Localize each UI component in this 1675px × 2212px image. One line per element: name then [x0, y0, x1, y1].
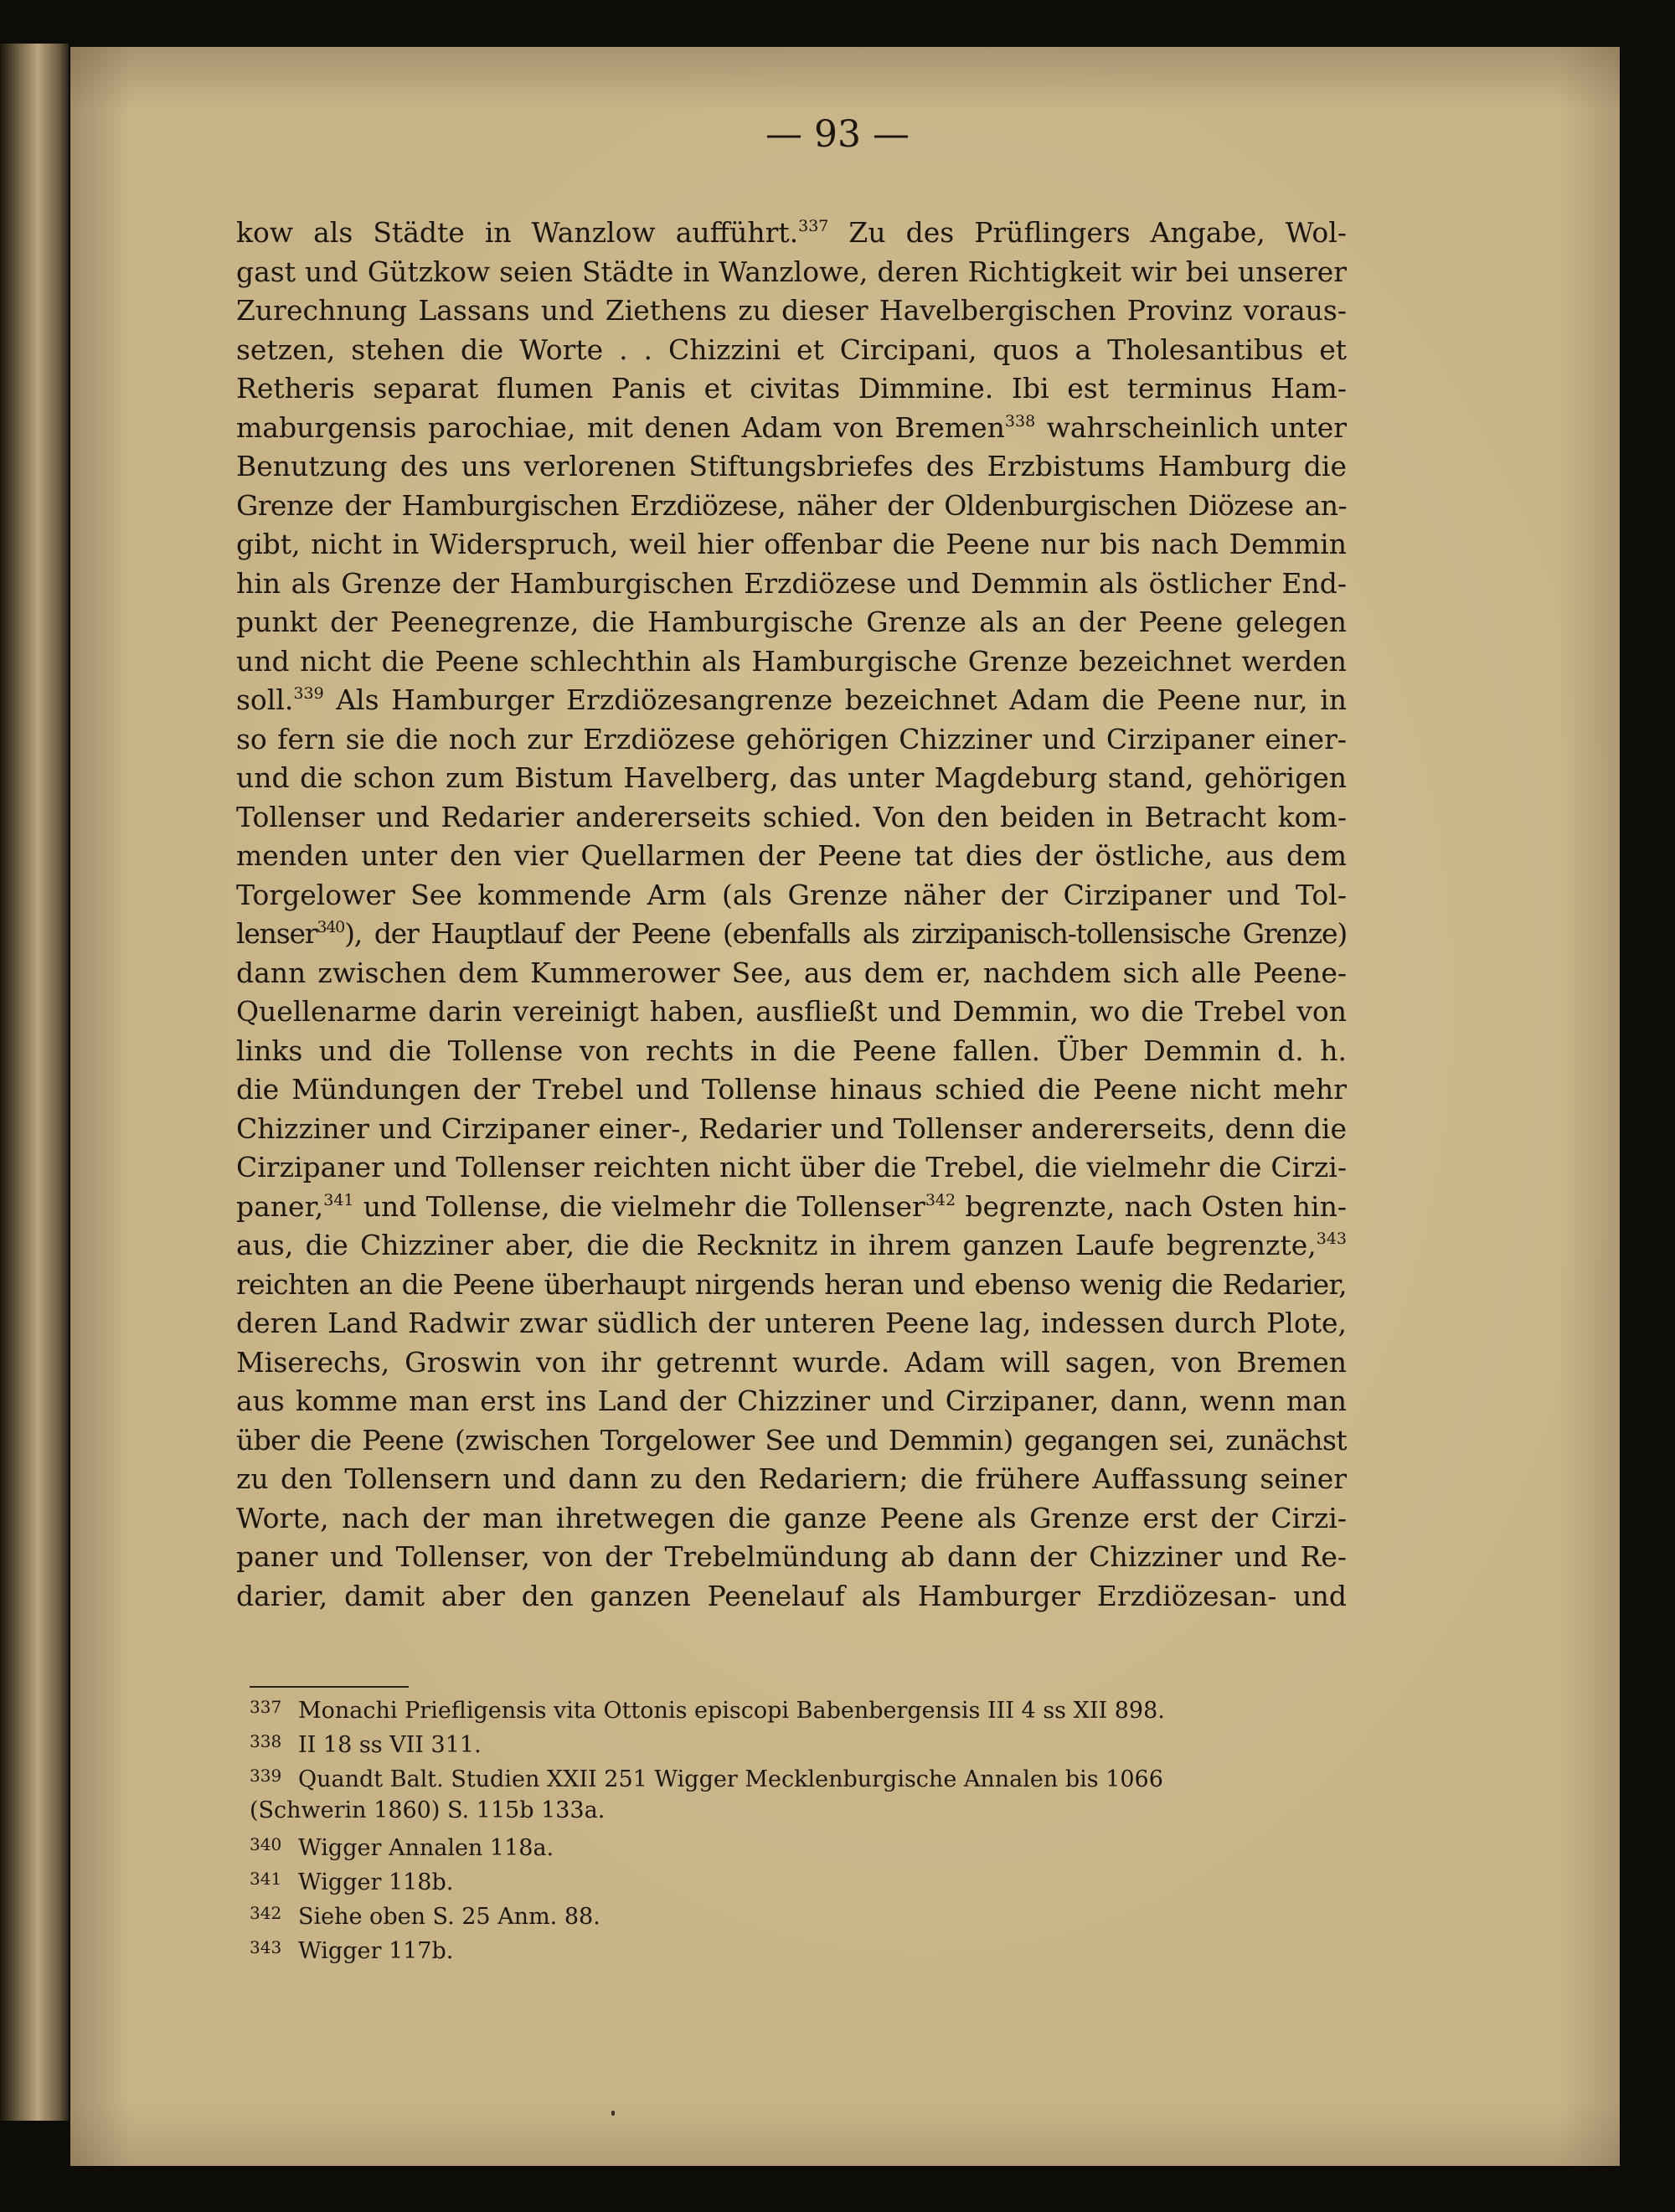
- text-line: Tollenser und Redarier andererseits schied. Von den beiden in Betracht kom-: [236, 800, 1347, 833]
- footnote: [250, 1725, 1363, 1759]
- footnote-number: 340: [250, 1834, 282, 1854]
- book-binding-edge: [0, 44, 69, 2121]
- text-line: aus, die Chizziner aber, die die Recknitz in ihrem ganzen Laufe begrenzte,$^{343}$: [236, 1229, 1347, 1261]
- footnote-number: 339: [250, 1766, 282, 1786]
- text-line: Benutzung des uns verlorenen Stiftungsbriefes des Erzbistums Hamburg die: [236, 450, 1347, 482]
- text-line: deren Land Radwir zwar südlich der unteren Peene lag, indessen durch Plote,: [236, 1307, 1347, 1339]
- footnote: [250, 1931, 1363, 1965]
- text-line: punkt der Peenegrenze, die Hamburgische Grenze als an der Peene gelegen: [236, 606, 1347, 638]
- text-line: gibt, nicht in Widerspruch, weil hier offenbar die Peene nur bis nach Demmin: [236, 528, 1347, 560]
- text-line: Cirzipaner und Tollenser reichten nicht über die Trebel, die vielmehr die Cirzi-: [236, 1151, 1347, 1183]
- footnote-text: Quandt Balt. Studien XXII 251 Wigger Mecklenburgische Annalen bis 1066: [298, 1766, 1163, 1792]
- footnote-number: 342: [250, 1903, 282, 1923]
- footnote: [250, 1896, 1363, 1931]
- text-line: Grenze der Hamburgischen Erzdiözese, näher der Oldenburgischen Diözese an-: [236, 488, 1347, 522]
- text-line: Retheris separat flumen Panis et civitas Dimmine. Ibi est terminus Ham-: [236, 372, 1347, 405]
- text-line: Worte, nach der man ihretwegen die ganze Peene als Grenze erst der Cirzi-: [236, 1501, 1347, 1534]
- footnote-number: 338: [250, 1731, 282, 1751]
- text-line: Torgelower See kommende Arm (als Grenze näher der Cirzipaner und Tol-: [236, 878, 1347, 911]
- footnote-text: Wigger 118b.: [298, 1869, 454, 1895]
- text-line: kow als Städte in Wanzlow aufführt.$^{337}$ Zu des Prüflingers Angabe, Wol-: [236, 216, 1347, 249]
- footnote-continuation: [250, 1793, 1363, 1828]
- footnote-separator: [250, 1686, 409, 1688]
- footnote-ref: 343: [1316, 1230, 1347, 1248]
- text-line: Zurechnung Lassans und Ziethens zu dieser Havelbergischen Provinz voraus-: [236, 294, 1347, 327]
- text-line: soll.$^{339}$ Als Hamburger Erzdiözesangrenze bezeichnet Adam die Peene nur, in: [236, 683, 1347, 716]
- footnote-ref: 340: [317, 918, 345, 936]
- text-line: darier, damit aber den ganzen Peenelauf als Hamburger Erzdiözesan- und: [236, 1579, 1347, 1612]
- page-number: — 93 —: [765, 113, 910, 156]
- text-line: links und die Tollense von rechts in die Peene fallen. Über Demmin d. h.: [236, 1034, 1347, 1067]
- text-line: über die Peene (zwischen Torgelower See und Demmin) gegangen sei, zunächst: [236, 1423, 1347, 1457]
- footnote: [250, 1690, 1363, 1725]
- text-line: maburgensis parochiae, mit denen Adam von Bremen$^{338}$ wahrscheinlich unter: [236, 410, 1347, 444]
- text-line: gast und Gützkow seien Städte in Wanzlowe, deren Richtigkeit wir bei unserer: [236, 255, 1347, 288]
- footnote-ref: 341: [323, 1190, 354, 1209]
- footnote-ref: 338: [1004, 411, 1036, 431]
- text-line: aus komme man erst ins Land der Chizziner und Cirzipaner, dann, wenn man: [236, 1384, 1347, 1417]
- footnote-ref: 342: [925, 1190, 956, 1209]
- text-line: menden unter den vier Quellarmen der Peene tat dies der östliche, aus dem: [236, 839, 1347, 872]
- body-text: [236, 214, 1347, 1616]
- text-line: hin als Grenze der Hamburgischen Erzdiözese und Demmin als östlicher End-: [236, 566, 1347, 600]
- text-line: und die schon zum Bistum Havelberg, das unter Magdeburg stand, gehörigen: [236, 761, 1347, 794]
- footnote-text: Monachi Priefligensis vita Ottonis episcopi Babenbergensis III 4 ss XII 898.: [298, 1698, 1165, 1724]
- text-line: Miserechs, Groswin von ihr getrennt wurde. Adam will sagen, von Bremen: [236, 1345, 1347, 1379]
- text-line: lenser$^{340}$), der Hauptlauf der Peene (ebenfalls als zirzipanisch-tollensische Grenze): [236, 917, 1347, 950]
- footnote: [250, 1759, 1363, 1793]
- text-line: die Mündungen der Trebel und Tollense hinaus schied die Peene nicht mehr: [236, 1073, 1347, 1106]
- paper-speck: [611, 2111, 615, 2116]
- text-line: zu den Tollensern und dann zu den Redariern; die frühere Auffassung seiner: [236, 1462, 1347, 1495]
- footnote-text: Wigger Annalen 118a.: [298, 1835, 554, 1861]
- footnotes: [250, 1690, 1363, 1965]
- text-line: setzen, stehen die Worte . . Chizzini et Circipani, quos a Tholesantibus et: [236, 333, 1347, 366]
- footnote-text: (Schwerin 1860) S. 115b 133a.: [250, 1797, 606, 1823]
- text-line: paner,$^{341}$ und Tollense, die vielmehr die Tollenser$^{342}$ begrenzte, nach Osten hin-: [236, 1189, 1347, 1223]
- text-line: Chizziner und Cirzipaner einer-, Redarier und Tollenser andererseits, denn die: [236, 1111, 1347, 1145]
- footnote-number: 343: [250, 1937, 282, 1957]
- footnote-text: Siehe oben S. 25 Anm. 88.: [298, 1904, 600, 1930]
- footnote: [250, 1828, 1363, 1862]
- footnote-text: II 18 ss VII 311.: [298, 1732, 482, 1758]
- footnote-text: Wigger 117b.: [298, 1938, 454, 1964]
- text-line: paner und Tollenser, von der Trebelmündung ab dann der Chizziner und Re-: [236, 1540, 1347, 1573]
- text-line: so fern sie die noch zur Erzdiözese gehörigen Chizziner und Cirzipaner einer-: [236, 722, 1347, 755]
- footnote: [250, 1862, 1363, 1896]
- footnote-ref: 337: [798, 217, 829, 235]
- text-line: Quellenarme darin vereinigt haben, ausfließt und Demmin, wo die Trebel von: [236, 995, 1347, 1028]
- text-line: und nicht die Peene schlechthin als Hamburgische Grenze bezeichnet werden: [236, 644, 1347, 678]
- footnote-ref: 339: [293, 684, 324, 703]
- footnote-number: 337: [250, 1697, 282, 1717]
- text-line: dann zwischen dem Kummerower See, aus dem er, nachdem sich alle Peene-: [236, 956, 1347, 989]
- text-line: reichten an die Peene überhaupt nirgends heran und ebenso wenig die Redarier,: [236, 1267, 1347, 1301]
- footnote-number: 341: [250, 1869, 282, 1889]
